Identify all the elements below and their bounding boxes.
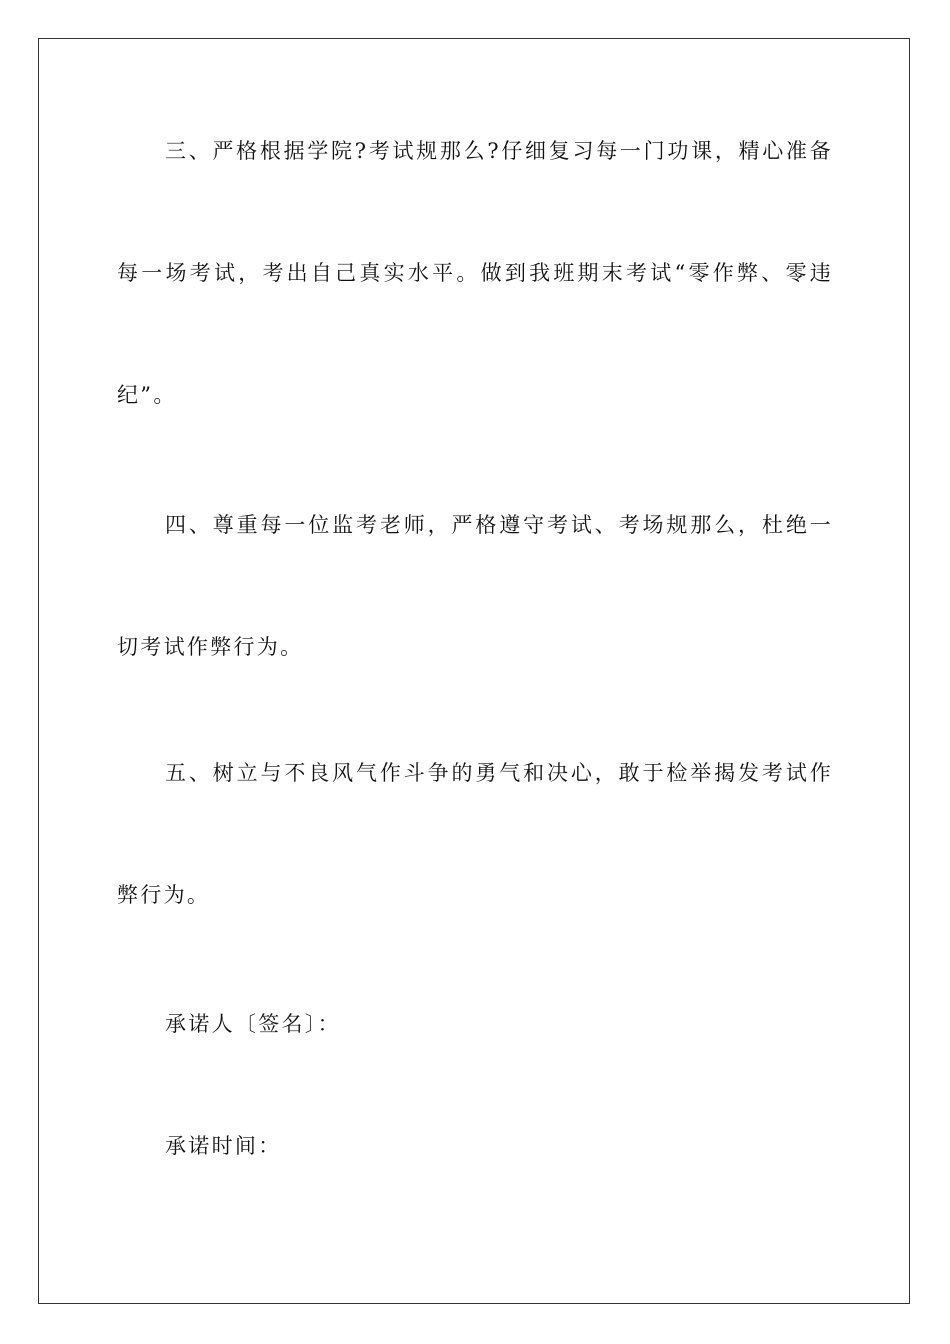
paragraph-5-line-1: 五、树立与不良风气作斗争的勇气和决心，敢于检举揭发考试作 [165,761,833,785]
paragraph-3-line-1: 三、严格根据学院?考试规那么?仔细复习每一门功课，精心准备 [165,139,833,163]
page-border [38,38,910,1304]
paragraph-4-line-1: 四、尊重每一位监考老师，严格遵守考试、考场规那么，杜绝一 [165,513,833,537]
date-label: 承诺时间： [165,1134,282,1158]
paragraph-5-line-2: 弊行为。 [117,883,211,907]
paragraph-4-line-2: 切考试作弊行为。 [117,635,304,659]
signature-label: 承诺人〔签名〕： [165,1012,341,1036]
paragraph-3-line-2: 每一场考试，考出自己真实水平。做到我班期末考试“零作弊、零违 [117,261,833,285]
paragraph-3-line-3: 纪”。 [117,383,177,407]
